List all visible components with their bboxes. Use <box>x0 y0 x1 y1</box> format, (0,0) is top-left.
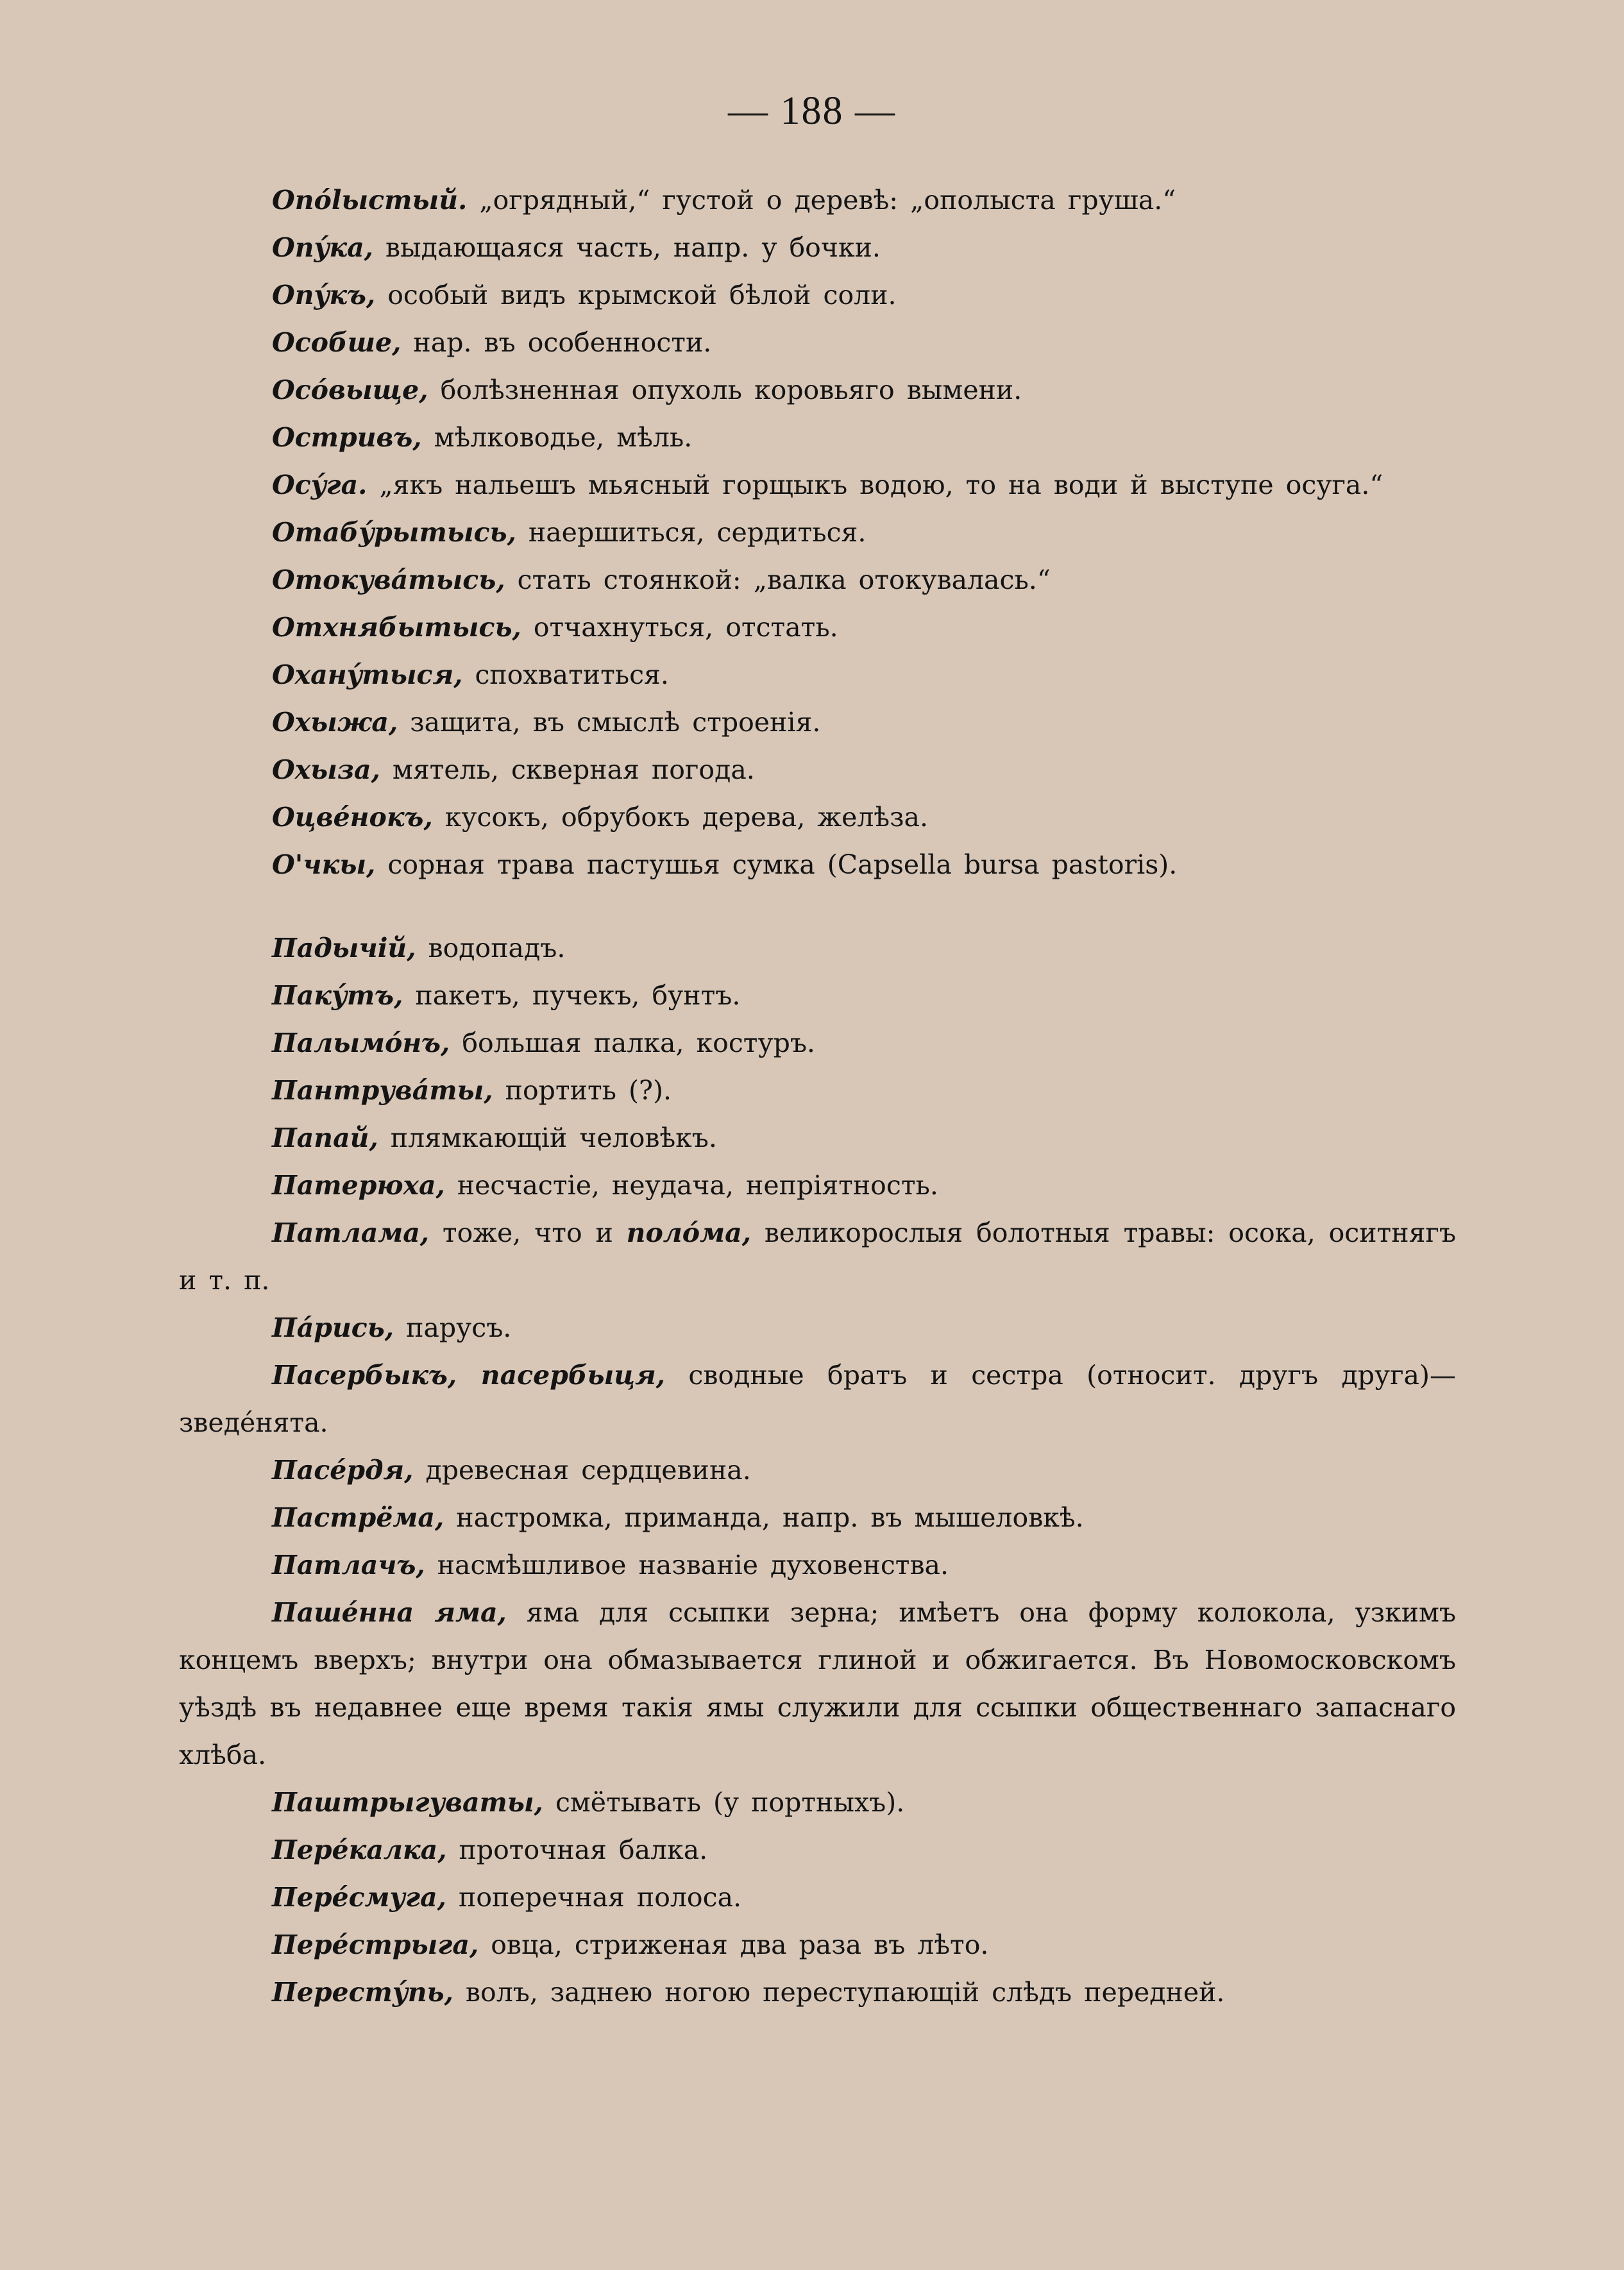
entry-definition: нар. въ особенности. <box>401 327 712 358</box>
entry-headword: Оцвéнокъ, <box>272 802 433 833</box>
entry-definition: водопадъ. <box>416 933 566 963</box>
entry-headword: Пастрёма, <box>272 1502 444 1533</box>
entry-headword: Перéсмуга, <box>272 1882 446 1913</box>
section-p <box>180 924 1456 2016</box>
entry-headword: Пашéнна яма, <box>272 1597 507 1628</box>
entry-definition: сводные братъ и сестра (относит. другъ друга)— зведéнята. <box>179 1360 1456 1438</box>
dictionary-entry <box>179 366 1456 414</box>
entry-definition: особый видъ крымской бѣлой соли. <box>375 280 897 310</box>
dictionary-entry <box>179 793 1456 841</box>
entry-headword: Оханýтыся, <box>272 659 463 690</box>
dictionary-entry <box>179 319 1456 366</box>
dictionary-entry <box>179 414 1456 461</box>
entry-headword: Осóвыще, <box>272 375 428 405</box>
dictionary-entry <box>179 1162 1456 1209</box>
dictionary-entry <box>179 1779 1456 1826</box>
entry-definition: яма для ссыпки зерна; имѣетъ она форму колокола, узкимъ концемъ вверхъ; внутри она обмазывается глиной и обжигается. Въ Новомосковскомъ уѣздѣ въ недавнее еще время такія ямы служили для ссыпки общественнаго запаснаго хлѣба. <box>179 1597 1457 1770</box>
dictionary-entry <box>179 1921 1456 1969</box>
entry-cross-reference: полóма, <box>626 1217 751 1248</box>
entry-headword: Особше, <box>272 327 402 358</box>
entry-definition: кусокъ, обрубокъ дерева, желѣза. <box>432 802 928 833</box>
entry-headword: Опýка, <box>272 232 373 263</box>
entry-headword: Пáрись, <box>272 1312 394 1343</box>
entry-definition: „огрядный,“ густой о деревѣ: „ополыста груша.“ <box>467 185 1176 216</box>
dictionary-entry <box>179 972 1456 1019</box>
entry-headword: Осýга. <box>272 470 368 500</box>
entry-definition: выдающаяся часть, напр. у бочки. <box>373 232 881 263</box>
entry-definition: плямкающій человѣкъ. <box>378 1122 717 1153</box>
entry-headword: Перéстрыга, <box>272 1929 479 1960</box>
dictionary-entry <box>179 604 1456 651</box>
entry-definition: большая палка, костуръ. <box>450 1028 815 1058</box>
dictionary-entry <box>179 176 1456 224</box>
entry-definition: отчахнуться, отстать. <box>521 612 838 643</box>
entry-headword: Опýкъ, <box>272 280 376 310</box>
entry-definition: болѣзненная опухоль коровьяго вымени. <box>428 375 1022 405</box>
dictionary-entry <box>179 224 1456 271</box>
entry-headword: Паштрыгуваты, <box>272 1787 543 1818</box>
dictionary-entry <box>179 924 1456 972</box>
entry-headword: Отабýрытысь, <box>272 517 516 548</box>
entry-headword: Остривъ, <box>272 422 422 453</box>
dictionary-entry <box>179 841 1456 888</box>
entry-definition-continued: великорослыя болотныя травы: осока, оситнягъ и т. п. <box>179 1217 1456 1296</box>
dictionary-entry <box>179 1446 1456 1494</box>
dictionary-entry <box>179 1304 1456 1351</box>
entry-definition: пакетъ, пучекъ, бунтъ. <box>403 980 741 1011</box>
entry-headword: Охыжа, <box>272 707 398 738</box>
dictionary-entry <box>179 746 1456 793</box>
dictionary-entry <box>179 699 1456 746</box>
entry-definition: древесная сердцевина. <box>413 1455 751 1486</box>
dictionary-entry <box>179 509 1456 556</box>
entry-headword: Патерюха, <box>272 1170 445 1201</box>
entry-definition: проточная балка. <box>446 1834 708 1865</box>
entry-headword: Патлачъ, <box>272 1550 425 1580</box>
dictionary-entry <box>179 1494 1456 1541</box>
entry-headword: Патлама, <box>272 1217 430 1248</box>
entry-headword: Охыза, <box>272 754 380 785</box>
dictionary-entry <box>179 1541 1456 1589</box>
dictionary-entry <box>179 1874 1456 1921</box>
dictionary-entry <box>179 1114 1456 1162</box>
entry-headword: Пасéрдя, <box>272 1455 414 1486</box>
entry-definition: парусъ. <box>394 1312 512 1343</box>
page-number: — 188 — <box>728 89 896 133</box>
entry-definition: наершиться, сердиться. <box>516 517 867 548</box>
entry-headword: Отокувáтысь, <box>272 564 505 595</box>
dictionary-entries <box>180 176 1456 2016</box>
entry-headword: Опólыстый. <box>272 185 468 216</box>
entry-definition: спохватиться. <box>462 659 669 690</box>
dictionary-entry <box>179 271 1456 319</box>
entry-definition: стать стоянкой: „валка отокувалась.“ <box>505 564 1051 595</box>
dictionary-entry <box>179 1969 1456 2016</box>
dictionary-entry <box>179 1351 1456 1446</box>
dictionary-entry <box>179 461 1456 509</box>
entry-headword: Перéкалка, <box>272 1834 447 1865</box>
entry-definition: настромка, приманда, напр. въ мышеловкѣ. <box>444 1502 1084 1533</box>
dictionary-entry <box>179 1067 1456 1114</box>
entry-definition: тоже, что и <box>429 1217 627 1248</box>
entry-definition: сорная трава пастушья сумка (Capsella bursa pastoris). <box>375 849 1178 880</box>
entry-definition: портить (?). <box>493 1075 672 1106</box>
dictionary-entry <box>179 556 1456 604</box>
section-o <box>180 176 1456 888</box>
entry-headword: Падычiй, <box>272 933 416 963</box>
dictionary-entry <box>179 1019 1456 1067</box>
entry-headword: Перестýпь, <box>272 1977 453 2008</box>
dictionary-entry <box>179 1209 1456 1304</box>
entry-definition: „якъ нальешъ мьясный горщыкъ водою, то на води й выступе осуга.“ <box>367 470 1383 500</box>
entry-definition: защита, въ смыслѣ строенія. <box>398 707 821 738</box>
dictionary-entry <box>179 1826 1456 1874</box>
entry-definition: смётывать (у портныхъ). <box>543 1787 905 1818</box>
entry-headword: Папай, <box>272 1122 378 1153</box>
entry-headword: Пакýтъ, <box>272 980 403 1011</box>
entry-definition: несчастіе, неудача, непріятность. <box>444 1170 938 1201</box>
entry-headword: О'чкы, <box>272 849 376 880</box>
entry-headword: Пантрувáты, <box>272 1075 493 1106</box>
entry-headword: Отхнябытысь, <box>272 612 521 643</box>
entry-definition: мѣлководье, мѣль. <box>421 422 693 453</box>
section-gap <box>180 888 1456 924</box>
dictionary-entry <box>179 651 1456 699</box>
entry-definition: волъ, заднею ногою переступающій слѣдъ передней. <box>453 1977 1225 2008</box>
entry-definition: поперечная полоса. <box>446 1882 742 1913</box>
entry-definition: мятель, скверная погода. <box>380 754 755 785</box>
entry-headword: Палымóнъ, <box>272 1028 450 1058</box>
dictionary-entry <box>179 1589 1456 1779</box>
entry-definition: насмѣшливое названіе духовенства. <box>425 1550 949 1580</box>
entry-headword: Пасербыкъ, пасербыця, <box>272 1360 666 1391</box>
entry-definition: овца, стриженая два раза въ лѣто. <box>478 1929 989 1960</box>
